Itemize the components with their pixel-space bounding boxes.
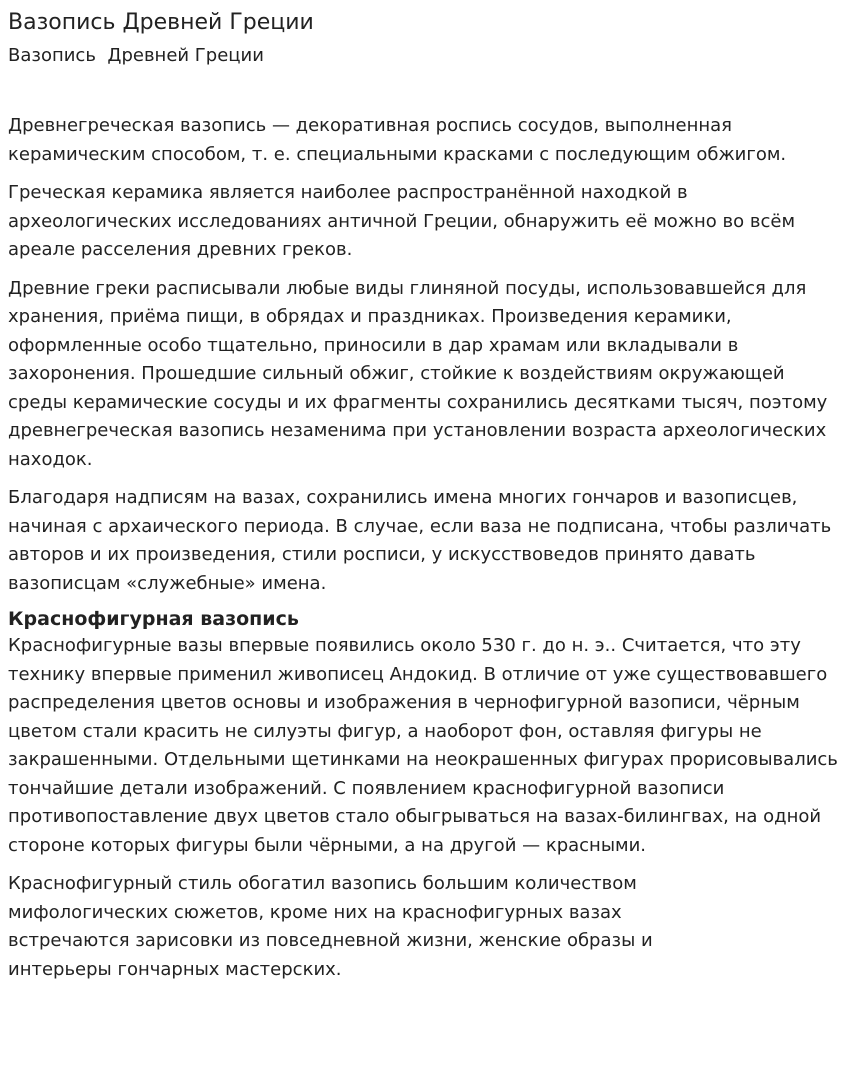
page-title: Вазопись Древней Греции bbox=[8, 10, 314, 35]
intro-paragraph-4: Благодаря надписям на вазах, сохранились имена многих гончаров и вазописцев, начиная с архаического периода. В случае, если ваза не подписана, чтобы различать авторов и их произведения, стили росписи, у искусствоведов принято давать вазописцам «служебные» имена. bbox=[8, 487, 832, 594]
intro-paragraph-1: Древнегреческая вазопись — декоративная роспись сосудов, выполненная керамическим способом, т. е. специальными красками с последующим обжигом. bbox=[8, 115, 787, 165]
section-paragraph-1: Краснофигурные вазы впервые появились около 530 г. до н. э.. Считается, что эту технику впервые применил живописец Андокид. В отличие от уже существовавшего распределения цветов основы и изображения в чернофигурной вазописи, чёрным цветом стали красить не силуэты фигур, а наоборот фон, оставляя фигуры не закрашенными. Отдельными щетинками на неокрашенных фигурах прорисовывались тончайшие детали изображений. С появлением краснофигурной вазописи противопоставление двух цветов стало обыгрываться на вазах-билингвах, на одной стороне которых фигуры были чёрными, а на другой — красными. bbox=[8, 635, 838, 856]
intro-paragraph-3: Древние греки расписывали любые виды глиняной посуды, использовавшейся для хранения, приёма пищи, в обрядах и праздниках. Произведения керамики, оформленные особо тщательно, приносили в дар храмам или вкладывали в захоронения. Прошедшие сильный обжиг, стойкие к воздействиям окружающей среды керамические сосуды и их фрагменты сохранились десятками тысяч, поэтому древнегреческая вазопись незаменима при установлении возраста археологических находок. bbox=[8, 277, 828, 470]
intro-paragraph-2: Греческая керамика является наиболее распространённой находкой в археологических исследованиях античной Греции, обнаружить её можно во всём ареале расселения древних греков. bbox=[8, 182, 796, 260]
page-subtitle: Вазопись Древней Греции bbox=[8, 45, 264, 66]
article-body bbox=[8, 112, 839, 984]
section-heading: Краснофигурная вазопись bbox=[8, 608, 299, 630]
section-paragraph-2: Краснофигурный стиль обогатил вазопись большим количеством мифологических сюжетов, кроме них на краснофигурных вазах встречаются зарисовки из повседневной жизни, женские образы и интерьеры гончарных мастерских. bbox=[8, 873, 653, 980]
